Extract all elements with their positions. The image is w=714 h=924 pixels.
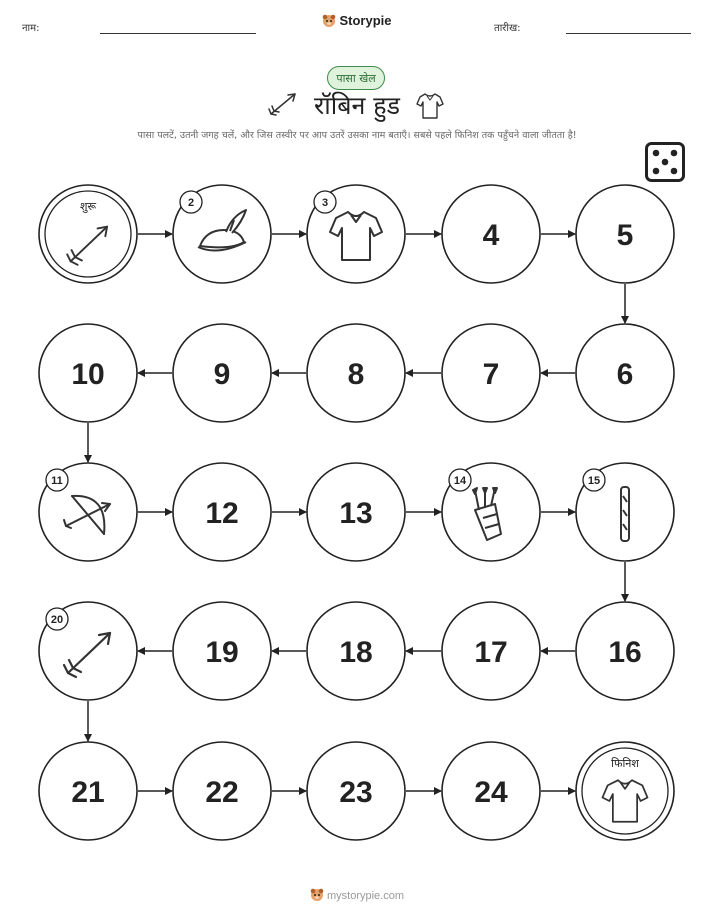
brand-name: Storypie	[339, 13, 392, 28]
tile-number: 19	[205, 636, 239, 669]
tile-number: 2	[187, 197, 195, 209]
start-label: शुरू	[79, 200, 97, 213]
tile-number: 3	[321, 197, 329, 209]
board-tile-9	[173, 324, 271, 422]
storypie-logo-icon	[310, 888, 324, 905]
board-tile-18	[307, 602, 405, 700]
footer	[0, 888, 714, 905]
tile-number: 18	[339, 636, 373, 669]
board-tile-24	[442, 742, 540, 840]
tile-number: 24	[474, 776, 508, 809]
board-tile-7	[442, 324, 540, 422]
board-tile-5	[576, 185, 674, 283]
board-tile-17	[442, 602, 540, 700]
tile-number: 15	[587, 475, 601, 487]
page-title: रॉबिन हुड	[314, 91, 400, 120]
tile-number: 20	[50, 614, 64, 626]
tile-number: 8	[347, 358, 365, 391]
tile-number: 16	[608, 636, 642, 669]
footer-url: mystorypie.com	[326, 890, 405, 902]
tile-number: 21	[71, 776, 105, 809]
board-tile-16	[576, 602, 674, 700]
tile-number: 23	[339, 776, 373, 809]
board-tile-21	[39, 742, 137, 840]
tile-number: 4	[482, 219, 500, 252]
board-tile-8	[307, 324, 405, 422]
board-tile-15	[576, 463, 674, 561]
tile-number: 17	[474, 636, 508, 669]
game-type-badge: पासा खेल	[327, 66, 385, 90]
tile-number: 5	[616, 219, 634, 252]
board-tile-2	[173, 185, 271, 283]
start-tile	[39, 185, 137, 283]
finish-tile	[576, 742, 674, 840]
tile-number: 7	[482, 358, 500, 391]
tile-number: 6	[616, 358, 634, 391]
board-tile-12	[173, 463, 271, 561]
board-tile-10	[39, 324, 137, 422]
name-label: नाम:	[22, 23, 40, 34]
board-tile-19	[173, 602, 271, 700]
board-tile-22	[173, 742, 271, 840]
tile-number: 13	[339, 497, 373, 530]
tile-number: 9	[213, 358, 231, 391]
tile-number: 14	[453, 475, 467, 487]
board-tile-23	[307, 742, 405, 840]
board-tile-11	[39, 463, 137, 561]
board-tile-4	[442, 185, 540, 283]
board-tile-6	[576, 324, 674, 422]
board-tile-13	[307, 463, 405, 561]
tile-number: 11	[51, 475, 63, 487]
tile-number: 12	[205, 497, 239, 530]
tile-number: 22	[205, 776, 239, 809]
board-tile-20	[39, 602, 137, 700]
board-tile-3	[307, 185, 405, 283]
board-tile-14	[442, 463, 540, 561]
staff-icon	[621, 487, 629, 541]
tiles	[39, 185, 674, 840]
instructions: पासा पलटें, उतनी जगह चलें, और जिस तस्वीर पर आप उतरें उसका नाम बताएँ। सबसे पहले फिनिश तक पहुँचने वाला जीतता है!	[137, 130, 577, 141]
date-label: तारीख:	[494, 23, 521, 34]
tile-number: 10	[71, 358, 105, 391]
finish-label: फिनिश	[611, 757, 639, 770]
